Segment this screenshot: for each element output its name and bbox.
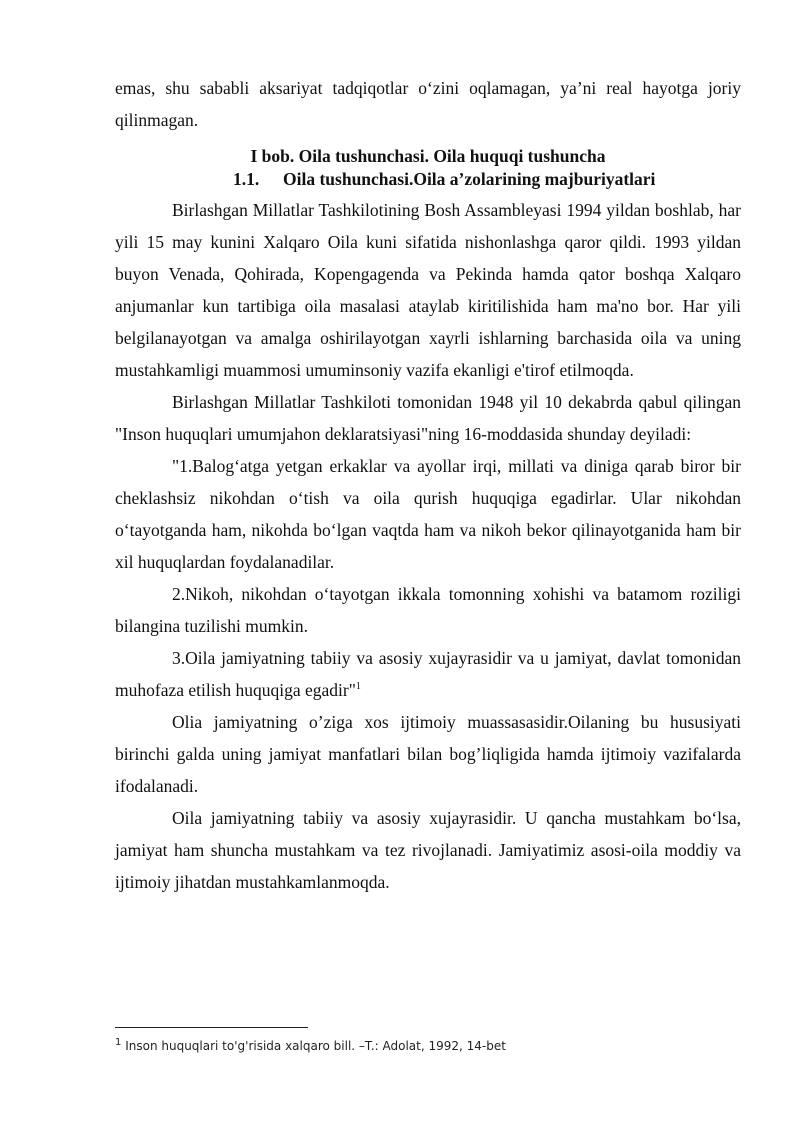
footnote xyxy=(115,1038,506,1054)
quote-paragraph-1: "1.Balog‘atga yetgan erkaklar va ayollar irqi, millati va diniga qarab biror bir cheklashsiz nikohdan o‘tish va oila qurish huquqiga egadirlar. Ular nikohdan o‘tayotganda ham, nikohda bo‘lgan vaqtda ham va nikoh bekor qilinayotganida ham bir xil huquqlardan foydalanadilar. xyxy=(115,456,741,572)
body-paragraph-1: Birlashgan Millatlar Tashkilotining Bosh Assambleyasi 1994 yildan boshlab, har yili 15 may kunini Xalqaro Oila kuni sifatida nishonlashga qaror qildi. 1993 yildan buyon Venada, Qohirada, Kopengagenda va Pekinda hamda qator boshqa Xalqaro anjumanlar kun tartibiga oila masalasi ataylab kiritilishida ham ma'no bor. Har yili belgilanayotgan va amalga oshirilayotgan xayrli ishlarning barchasida oila va uning mustahkamligi muammosi umuminsoniy vazifa ekanligi e'tirof etilmoqda. xyxy=(115,200,741,380)
section-heading xyxy=(115,168,741,190)
body-paragraph-4: Oila jamiyatning tabiiy va asosiy xujayrasidir. U qancha mustahkam bo‘lsa, jamiyat ham shuncha mustahkam va tez rivojlanadi. Jamiyatimiz asosi-oila moddiy va ijtimoiy jihatdan mustahkamlanmoqda. xyxy=(115,808,741,892)
section-title: Oila tushunchasi.Oila a’zolarining majburiyatlari xyxy=(283,169,656,189)
document-page xyxy=(115,72,741,898)
intro-paragraph: emas, shu sababli aksariyat tadqiqotlar o‘zini oqlamagan, ya’ni real hayotga joriy qilinmagan. xyxy=(115,78,741,130)
chapter-title: I bob. Oila tushunchasi. Oila huquqi tushuncha xyxy=(250,146,606,166)
footnote-reference[interactable]: 1 xyxy=(355,681,361,693)
quote-paragraph-3 xyxy=(115,642,741,706)
footnote-text: Inson huquqlari to'g'risida xalqaro bill. –T.: Adolat, 1992, 14-bet xyxy=(125,1039,506,1053)
quote-paragraph-2: 2.Nikoh, nikohdan o‘tayotgan ikkala tomonning xohishi va batamom roziligi bilangina tuzilishi mumkin. xyxy=(115,584,741,636)
section-number: 1.1. xyxy=(233,169,260,189)
quote-paragraph-3-text: 3.Oila jamiyatning tabiiy va asosiy xujayrasidir va u jamiyat, davlat tomonidan muhofaza etilish huquqiga egadir" xyxy=(115,648,741,700)
footnote-marker: 1 xyxy=(115,1037,122,1048)
footnote-divider xyxy=(115,1027,308,1028)
body-paragraph-3: Olia jamiyatning o’ziga xos ijtimoiy muassasasidir.Oilaning bu hususiyati birinchi galda uning jamiyat manfatlari bilan bog’liqligida hamda ijtimoiy vazifalarda ifodalanadi. xyxy=(115,712,741,796)
body-paragraph-2: Birlashgan Millatlar Tashkiloti tomonidan 1948 yil 10 dekabrda qabul qilingan "Inson huquqlari umumjahon deklaratsiyasi"ning 16-moddasida shunday deyiladi: xyxy=(115,392,741,444)
